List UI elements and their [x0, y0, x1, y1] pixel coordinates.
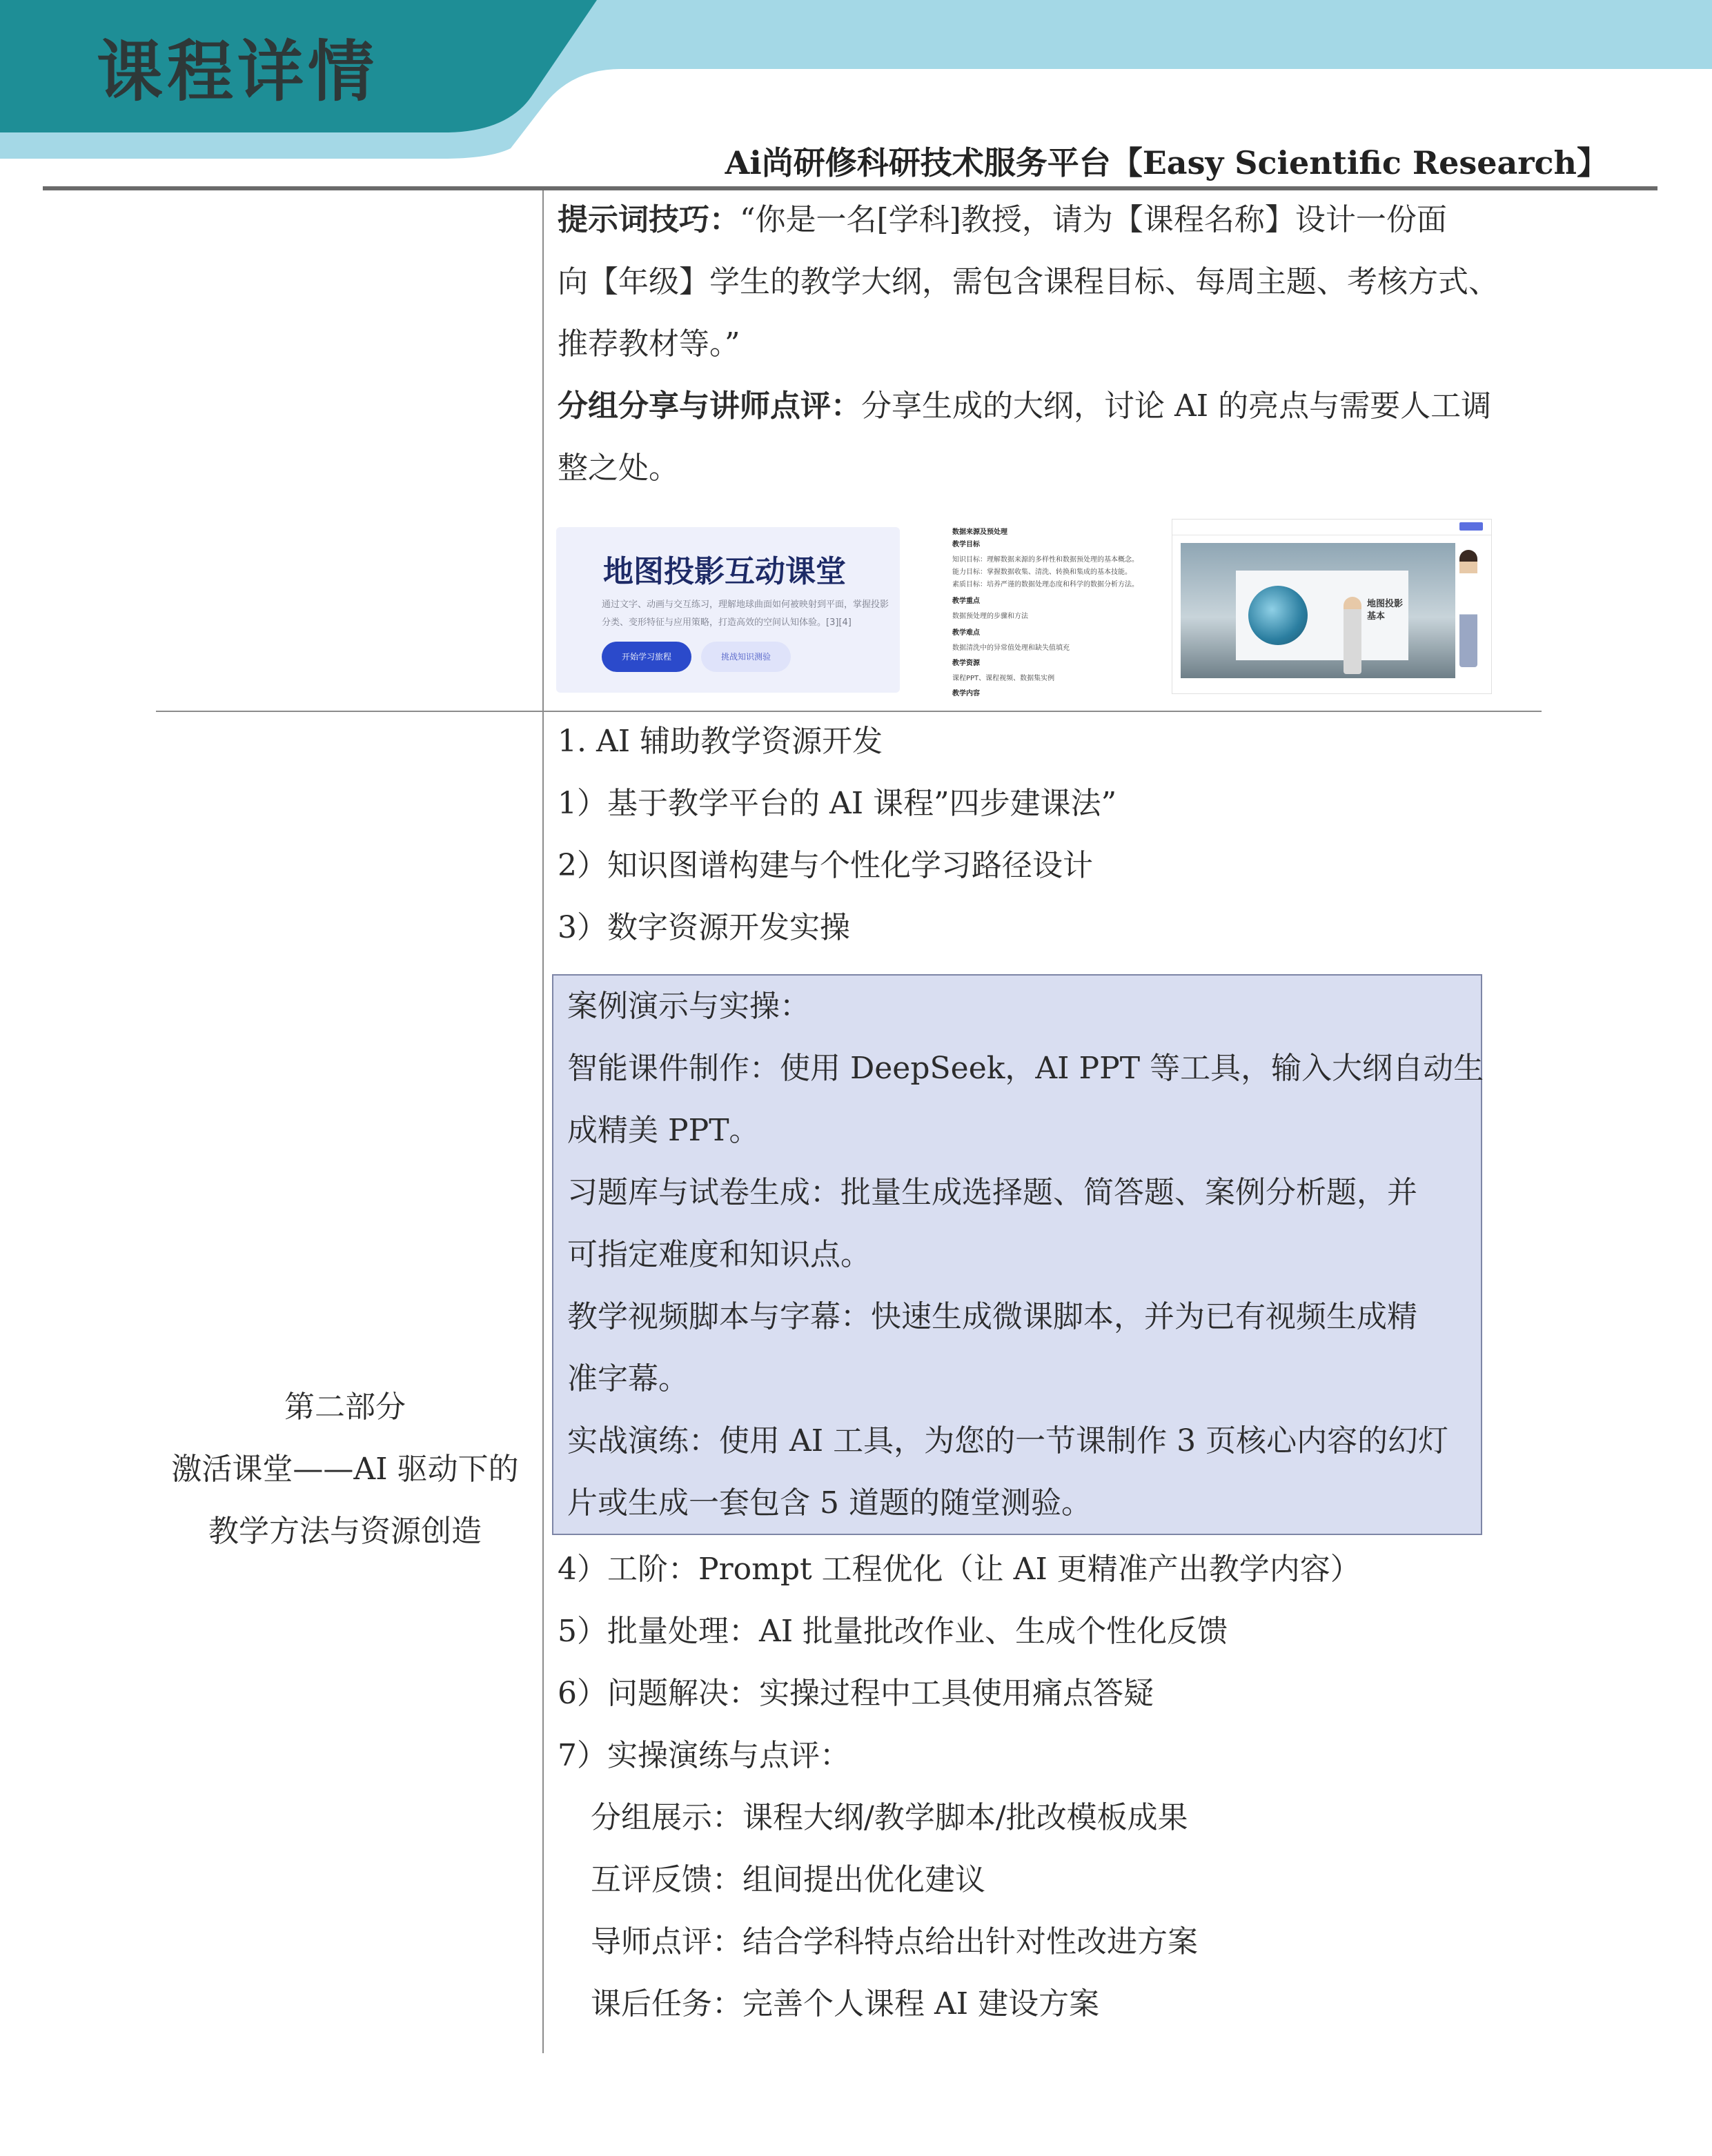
table-column-divider — [542, 190, 544, 2053]
case-line: 智能课件制作：使用 DeepSeek，AI PPT 等工具，输入大纲自动生 — [567, 1051, 1484, 1086]
share-text-1: 分享生成的大纲，讨论 AI 的亮点与需要人工调 — [861, 388, 1492, 424]
syllabus-line: 教学内容 — [952, 690, 980, 698]
part2-item-4: 4）工阶：Prompt 工程优化（让 AI 更精准产出教学内容） — [558, 1552, 1361, 1587]
syllabus-line: 教学难点 — [952, 629, 980, 637]
virtual-teacher-avatar — [1344, 597, 1361, 674]
screenshot-description: 通过文字、动画与交互练习，理解地球曲面如何被映射到平面，掌握投影分类、变形特征与应用策略，打造高效的空间认知体验。[3][4] — [602, 600, 889, 628]
share-label: 分组分享与讲师点评： — [558, 388, 861, 424]
case-line: 教学视频脚本与字幕：快速生成微课脚本，并为已有视频生成精 — [567, 1299, 1417, 1334]
case-line: 准字幕。 — [567, 1361, 689, 1396]
case-line: 案例演示与实操： — [567, 989, 810, 1024]
tip-label: 提示词技巧： — [558, 202, 740, 237]
part2-item-7: 7）实操演练与点评： — [558, 1738, 850, 1773]
course-screenshot-card — [556, 527, 900, 693]
platform-subtitle: Ai尚研修科研技术服务平台【Easy Scientific Research】 — [725, 144, 1608, 181]
part2-item-2: 2）知识图谱构建与个性化学习路径设计 — [558, 848, 1093, 883]
syllabus-line: 素质目标：培养严谨的数据处理态度和科学的数据分析方法。 — [952, 581, 1139, 589]
syllabus-line: 教学资源 — [952, 660, 980, 667]
part2-heading: 1. AI 辅助教学资源开发 — [558, 724, 883, 759]
part2-subitem-1: 分组展示：课程大纲/教学脚本/批改模板成果 — [591, 1800, 1188, 1835]
tip-line-3: 推荐教材等。” — [558, 326, 740, 362]
section-line-1: 第二部分 — [284, 1389, 406, 1425]
part2-item-3: 3）数字资源开发实操 — [558, 910, 850, 945]
screenshot-title: 地图投影互动课堂 — [603, 554, 846, 589]
syllabus-line: 教学目标 — [952, 541, 980, 548]
share-line-2: 整之处。 — [558, 451, 679, 486]
syllabus-line: 课程PPT、课程视频、数据集实例 — [952, 675, 1055, 682]
classroom-scene — [1181, 543, 1455, 678]
syllabus-line: 数据清洗中的异常值处理和缺失值填充 — [952, 644, 1070, 652]
banner-title: 课程详情 — [97, 33, 378, 110]
classroom-screen-panel — [1236, 571, 1408, 660]
part2-item-1: 1）基于教学平台的 AI 课程”四步建课法” — [558, 786, 1117, 821]
virtual-classroom-screenshot — [1172, 519, 1492, 694]
tip-line-2: 向【年级】学生的教学大纲，需包含课程目标、每周主题、考核方式、 — [558, 264, 1499, 299]
case-line: 片或生成一套包含 5 道题的随堂测验。 — [567, 1485, 1092, 1521]
part2-subitem-3: 导师点评：结合学科特点给出针对性改进方案 — [591, 1924, 1198, 1959]
case-line: 成精美 PPT。 — [567, 1113, 760, 1148]
presenter-avatar — [1459, 550, 1477, 667]
part2-subitem-4: 课后任务：完善个人课程 AI 建设方案 — [591, 1986, 1100, 2021]
classroom-label-line-1: 地图投影 — [1367, 599, 1404, 609]
syllabus-line: 教学重点 — [952, 597, 980, 605]
section-line-3: 教学方法与资源创造 — [208, 1514, 482, 1549]
start-learning-button[interactable]: 开始学习旅程 — [602, 642, 691, 672]
section-label — [159, 1376, 531, 1563]
syllabus-line: 能力目标：掌握数据收集、清洗、转换和集成的基本技能。 — [952, 568, 1132, 576]
case-line: 可指定难度和知识点。 — [567, 1237, 871, 1272]
share-line-1 — [558, 375, 1491, 437]
globe-icon — [1248, 586, 1308, 645]
quiz-challenge-button[interactable]: 挑战知识测验 — [701, 642, 791, 672]
case-line: 习题库与试卷生成：批量生成选择题、简答题、案例分析题，并 — [567, 1175, 1417, 1210]
screenshot-toolbar — [1172, 520, 1491, 535]
classroom-screen-label — [1367, 598, 1403, 623]
syllabus-line: 知识目标：理解数据来源的多样性和数据预处理的基本概念。 — [952, 556, 1139, 564]
part2-subitem-2: 互评反馈：组间提出优化建议 — [591, 1862, 985, 1897]
tip-line-1 — [558, 189, 1447, 251]
classroom-label-line-2: 基本 — [1367, 611, 1386, 622]
part2-item-6: 6）问题解决：实操过程中工具使用痛点答疑 — [558, 1676, 1154, 1711]
part2-item-5: 5）批量处理：AI 批量批改作业、生成个性化反馈 — [558, 1614, 1228, 1649]
syllabus-screenshot — [952, 526, 1139, 698]
screenshot-toolbar-button — [1459, 522, 1483, 531]
case-line: 实战演练：使用 AI 工具，为您的一节课制作 3 页核心内容的幻灯 — [567, 1423, 1449, 1458]
section-line-2: 激活课堂——AI 驱动下的 — [171, 1452, 519, 1487]
syllabus-line: 数据预处理的步骤和方法 — [952, 613, 1028, 620]
syllabus-line: 数据来源及预处理 — [952, 528, 1007, 536]
tip-text-1: “你是一名[学科]教授，请为【课程名称】设计一份面 — [740, 202, 1447, 237]
